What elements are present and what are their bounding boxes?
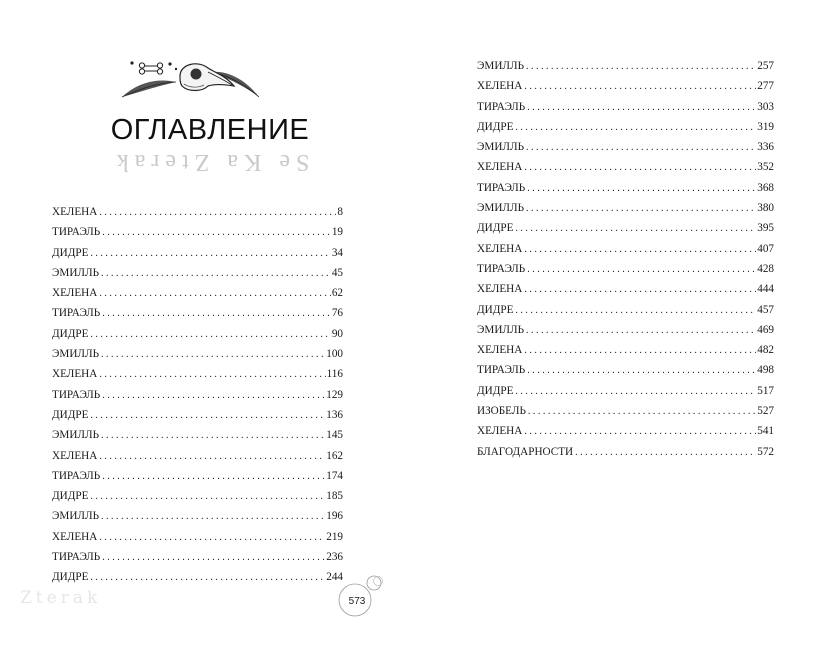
toc-entry-title: ХЕЛЕНА	[52, 287, 98, 300]
dot-leader	[575, 443, 756, 463]
toc-right-column	[477, 56, 774, 462]
dot-leader	[524, 77, 756, 97]
toc-entry	[477, 178, 774, 198]
toc-entry	[52, 506, 343, 526]
toc-entry-title: ДИДРЕ	[477, 384, 514, 397]
toc-entry	[52, 243, 343, 263]
dot-leader	[524, 280, 756, 300]
toc-entry-page: 76	[331, 307, 343, 320]
dot-leader	[102, 548, 325, 568]
toc-entry	[477, 239, 774, 259]
toc-entry-page: 444	[757, 283, 774, 296]
toc-entry-page: 236	[326, 551, 343, 564]
toc-entry-page: 19	[331, 226, 343, 239]
toc-entry-page: 277	[757, 80, 774, 93]
dot-leader	[515, 301, 756, 321]
dot-leader	[527, 179, 756, 199]
toc-entry-page: 303	[757, 100, 774, 113]
toc-entry	[477, 76, 774, 96]
dot-leader	[90, 568, 325, 588]
dot-leader	[90, 487, 325, 507]
toc-entry-page: 482	[757, 344, 774, 357]
dot-leader	[101, 426, 325, 446]
toc-entry-page: 45	[331, 266, 343, 279]
toc-entry	[52, 466, 343, 486]
toc-entry	[477, 381, 774, 401]
toc-entry-title: БЛАГОДАРНОСТИ	[477, 445, 574, 458]
toc-entry-title: ТИРАЭЛЬ	[477, 364, 526, 377]
toc-entry-title: ДИДРЕ	[477, 222, 514, 235]
toc-entry	[477, 259, 774, 279]
toc-entry	[52, 324, 343, 344]
toc-entry-title: ТИРАЭЛЬ	[52, 388, 101, 401]
dot-leader	[526, 199, 756, 219]
toc-entry-page: 162	[326, 449, 343, 462]
dot-leader	[99, 365, 325, 385]
toc-entry	[477, 360, 774, 380]
toc-entry-title: ХЕЛЕНА	[477, 425, 523, 438]
toc-entry	[52, 446, 343, 466]
dot-leader	[527, 361, 756, 381]
toc-entry	[477, 137, 774, 157]
toc-entry-page: 527	[757, 405, 774, 418]
toc-entry-page: 428	[757, 262, 774, 275]
toc-entry-title: ТИРАЭЛЬ	[477, 100, 526, 113]
toc-entry-title: ТИРАЭЛЬ	[52, 469, 101, 482]
toc-entry-page: 116	[326, 368, 343, 381]
dot-leader	[90, 325, 330, 345]
toc-entry-page: 129	[326, 388, 343, 401]
dot-leader	[515, 118, 756, 138]
toc-entry-page: 319	[757, 120, 774, 133]
dot-leader	[99, 447, 325, 467]
toc-entry	[477, 97, 774, 117]
toc-entry	[477, 442, 774, 462]
toc-entry-title: ЭМИЛЛЬ	[477, 60, 525, 72]
toc-entry-title: ХЕЛЕНА	[477, 161, 523, 174]
toc-entry-title: ХЕЛЕНА	[52, 530, 98, 543]
toc-entry-title: ЭМИЛЛЬ	[52, 510, 100, 523]
toc-entry-page: 541	[757, 425, 774, 438]
toc-entry	[52, 405, 343, 425]
dot-leader	[102, 386, 325, 406]
toc-entry-page: 517	[757, 384, 774, 397]
dot-leader	[515, 382, 756, 402]
toc-entry-title: ХЕЛЕНА	[52, 449, 98, 462]
toc-entry	[477, 401, 774, 421]
toc-entry	[477, 421, 774, 441]
dot-leader	[101, 345, 325, 365]
toc-entry	[52, 364, 343, 384]
page-number: 573	[348, 596, 366, 607]
toc-entry-page: 469	[757, 323, 774, 336]
toc-entry-page: 336	[757, 141, 774, 154]
toc-entry-title: ЭМИЛЛЬ	[52, 429, 100, 442]
toc-entry	[477, 157, 774, 177]
toc-entry-page: 174	[326, 469, 343, 482]
toc-entry	[477, 218, 774, 238]
toc-entry	[477, 56, 774, 76]
dot-leader	[515, 219, 756, 239]
toc-entry-page: 395	[757, 222, 774, 235]
toc-entry-page: 244	[326, 571, 343, 584]
toc-entry	[52, 486, 343, 506]
toc-entry	[52, 425, 343, 445]
toc-entry-title: ДИДРЕ	[52, 408, 89, 421]
mirrored-watermark-text: Se Ka Zterak	[110, 149, 310, 175]
toc-entry-title: ЭМИЛЛЬ	[477, 202, 525, 215]
toc-entry-title: ТИРАЭЛЬ	[477, 262, 526, 275]
toc-entry-title: ДИДРЕ	[52, 571, 89, 584]
toc-entry-title: ИЗОБЕЛЬ	[477, 405, 526, 418]
toc-entry-page: 8	[337, 206, 343, 218]
dot-leader	[524, 240, 756, 260]
page-title: ОГЛАВЛЕНИЕ	[110, 114, 310, 146]
toc-entry-title: ХЕЛЕНА	[52, 206, 98, 218]
toc-entry-title: ЭМИЛЛЬ	[52, 348, 100, 361]
toc-entry	[477, 340, 774, 360]
ghost-watermark-text: Zterak	[20, 588, 102, 608]
toc-entry-page: 34	[331, 246, 343, 259]
dot-leader	[524, 341, 756, 361]
toc-entry-page: 457	[757, 303, 774, 316]
toc-entry	[52, 527, 343, 547]
toc-entry-page: 407	[757, 242, 774, 255]
toc-entry-page: 196	[326, 510, 343, 523]
dot-leader	[526, 138, 756, 158]
toc-entry-page: 185	[326, 490, 343, 503]
dot-leader	[524, 158, 756, 178]
dot-leader	[527, 98, 756, 118]
toc-entry-page: 100	[326, 348, 343, 361]
toc-entry	[52, 344, 343, 364]
toc-entry	[477, 117, 774, 137]
toc-entry-title: ЭМИЛЛЬ	[477, 323, 525, 336]
toc-entry	[477, 300, 774, 320]
toc-entry-title: ДИДРЕ	[477, 120, 514, 133]
dot-leader	[526, 57, 756, 77]
toc-entry	[477, 320, 774, 340]
toc-entry	[477, 279, 774, 299]
dot-leader	[99, 203, 336, 223]
dot-leader	[99, 284, 330, 304]
dot-leader	[90, 406, 325, 426]
toc-entry-page: 352	[757, 161, 774, 174]
toc-left-column	[52, 202, 343, 588]
dot-leader	[102, 223, 331, 243]
toc-entry-page: 145	[326, 429, 343, 442]
toc-entry-title: ДИДРЕ	[477, 303, 514, 316]
toc-entry-title: ТИРАЭЛЬ	[52, 307, 101, 320]
toc-entry	[52, 202, 343, 222]
toc-entry-title: ДИДРЕ	[52, 490, 89, 503]
toc-entry-page: 368	[757, 181, 774, 194]
dot-leader	[99, 528, 325, 548]
toc-entry-title: ТИРАЭЛЬ	[477, 181, 526, 194]
toc-entry	[52, 303, 343, 323]
dot-leader	[102, 467, 325, 487]
toc-entry	[52, 222, 343, 242]
toc-entry-title: ХЕЛЕНА	[477, 80, 523, 93]
dot-leader	[101, 264, 331, 284]
toc-entry-page: 219	[326, 530, 343, 543]
toc-entry-page: 136	[326, 408, 343, 421]
toc-entry	[52, 263, 343, 283]
right-page	[410, 0, 820, 661]
dot-leader	[524, 422, 756, 442]
dot-leader	[528, 402, 756, 422]
dot-leader	[527, 260, 756, 280]
toc-entry-title: ДИДРЕ	[52, 246, 89, 259]
toc-entry-title: ЭМИЛЛЬ	[52, 266, 100, 279]
toc-entry-page: 498	[757, 364, 774, 377]
toc-entry-page: 62	[331, 287, 343, 300]
toc-entry-title: ТИРАЭЛЬ	[52, 226, 101, 239]
dot-leader	[526, 321, 756, 341]
toc-entry	[52, 547, 343, 567]
toc-entry-title: ХЕЛЕНА	[477, 283, 523, 296]
toc-entry-page: 90	[331, 327, 343, 340]
bird-skull-ornament-icon	[118, 52, 263, 107]
dot-leader	[90, 244, 330, 264]
toc-entry-title: ТИРАЭЛЬ	[52, 551, 101, 564]
toc-entry-title: ЭМИЛЛЬ	[477, 141, 525, 154]
toc-entry-title: ДИДРЕ	[52, 327, 89, 340]
toc-entry	[52, 283, 343, 303]
toc-entry-title: ХЕЛЕНА	[477, 242, 523, 255]
page-number-rings-icon	[335, 570, 395, 620]
toc-entry-title: ХЕЛЕНА	[477, 344, 523, 357]
dot-leader	[102, 304, 331, 324]
toc-entry-page: 380	[757, 202, 774, 215]
dot-leader	[101, 507, 325, 527]
toc-entry	[52, 567, 343, 587]
toc-entry	[477, 198, 774, 218]
toc-entry-title: ХЕЛЕНА	[52, 368, 98, 381]
toc-entry-page: 257	[757, 60, 774, 72]
toc-entry-page: 572	[757, 445, 774, 458]
toc-entry	[52, 385, 343, 405]
